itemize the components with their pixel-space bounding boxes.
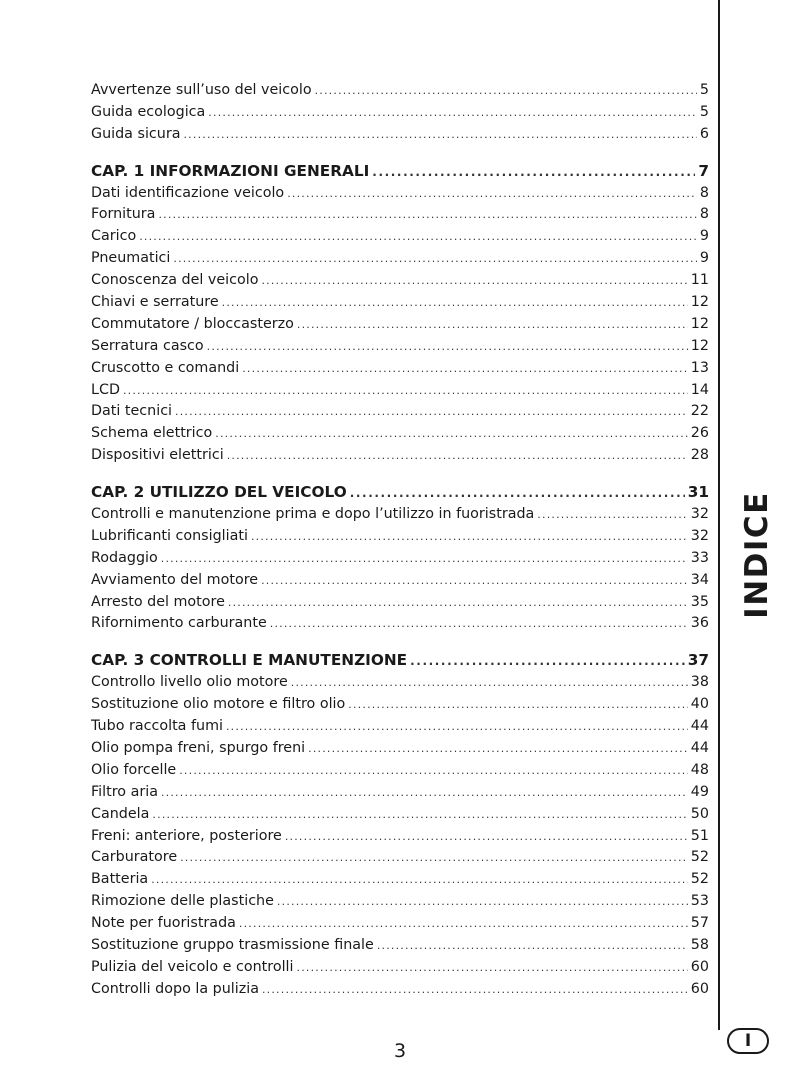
dot-leader <box>348 694 688 716</box>
entry-title: Avviamento del motore <box>91 571 259 588</box>
entry-page-number: 57 <box>690 915 709 932</box>
toc-entry <box>91 891 709 913</box>
entry-page-number: 52 <box>690 849 709 866</box>
entry-page-number: 22 <box>690 403 709 420</box>
entry-title: Note per fuoristrada <box>91 915 236 932</box>
entry-title: Fornitura <box>91 206 156 223</box>
toc-entry <box>91 847 709 869</box>
entry-title: Guida ecologica <box>91 103 206 120</box>
dot-leader <box>297 314 688 336</box>
dot-leader <box>207 336 688 358</box>
entry-title: Candela <box>91 805 150 822</box>
toc-entry <box>91 672 709 694</box>
toc-entry <box>91 336 709 358</box>
dot-leader <box>173 248 697 270</box>
dot-leader <box>350 483 685 505</box>
chapter-page-number: 31 <box>687 483 709 502</box>
entry-page-number: 34 <box>690 571 709 588</box>
entry-page-number: 12 <box>690 337 709 354</box>
entry-title: Controlli dopo la pulizia <box>91 980 259 997</box>
chapter-heading <box>91 650 709 672</box>
dot-leader <box>251 526 688 548</box>
chapter-title: CAP. 1 INFORMAZIONI GENERALI <box>91 161 370 180</box>
language-badge-letter: I <box>744 1031 752 1051</box>
entry-title: Controlli e manutenzione prima e dopo l’utilizzo in fuoristrada <box>91 506 535 523</box>
entry-page-number: 8 <box>699 206 709 223</box>
entry-page-number: 36 <box>690 615 709 632</box>
toc-entry <box>91 204 709 226</box>
page-number: 3 <box>393 1040 407 1062</box>
entry-title: Olio forcelle <box>91 761 177 778</box>
toc-entry <box>91 380 709 402</box>
toc-group <box>91 482 709 635</box>
entry-title: Batteria <box>91 871 149 888</box>
entry-title: Sostituzione olio motore e filtro olio <box>91 696 346 713</box>
toc-entry <box>91 124 709 146</box>
entry-page-number: 60 <box>690 958 709 975</box>
entry-title: Olio pompa freni, spurgo freni <box>91 739 306 756</box>
entry-page-number: 26 <box>690 425 709 442</box>
dot-leader <box>285 826 688 848</box>
entry-page-number: 8 <box>699 184 709 201</box>
dot-leader <box>183 124 696 146</box>
toc-entry <box>91 716 709 738</box>
toc-entry <box>91 270 709 292</box>
dot-leader <box>161 782 688 804</box>
chapter-page-number: 7 <box>698 161 709 180</box>
entry-title: Conoscenza del veicolo <box>91 272 259 289</box>
dot-leader <box>123 380 688 402</box>
toc-entry <box>91 804 709 826</box>
dot-leader <box>308 738 688 760</box>
entry-title: Rodaggio <box>91 549 158 566</box>
toc-entry <box>91 248 709 270</box>
chapter-heading <box>91 482 709 504</box>
entry-page-number: 5 <box>699 82 709 98</box>
entry-title: Chiavi e serrature <box>91 294 219 311</box>
dot-leader <box>208 102 697 124</box>
toc-entry <box>91 782 709 804</box>
toc-entry <box>91 738 709 760</box>
entry-title: Pneumatici <box>91 250 171 267</box>
entry-page-number: 49 <box>690 783 709 800</box>
dot-leader <box>287 183 697 205</box>
chapter-heading <box>91 161 709 183</box>
dot-leader <box>158 204 696 226</box>
chapter-title: CAP. 3 CONTROLLI E MANUTENZIONE <box>91 651 408 670</box>
dot-leader <box>215 423 688 445</box>
dot-leader <box>227 445 688 467</box>
entry-title: Carburatore <box>91 849 178 866</box>
dot-leader <box>270 613 688 635</box>
dot-leader <box>175 401 688 423</box>
entry-page-number: 53 <box>690 893 709 910</box>
entry-page-number: 38 <box>690 674 709 691</box>
entry-title: Schema elettrico <box>91 425 213 442</box>
dot-leader <box>410 651 685 673</box>
dot-leader <box>261 570 688 592</box>
dot-leader <box>228 592 688 614</box>
entry-page-number: 35 <box>690 593 709 610</box>
toc-entry <box>91 826 709 848</box>
toc-group <box>91 650 709 1000</box>
entry-page-number: 50 <box>690 805 709 822</box>
entry-title: Lubrificanti consigliati <box>91 527 248 544</box>
entry-title: Rifornimento carburante <box>91 615 267 632</box>
entry-page-number: 11 <box>690 272 709 289</box>
dot-leader <box>180 847 688 869</box>
entry-title: Avvertenze sull’uso del veicolo <box>91 82 312 98</box>
entry-title: Cruscotto e comandi <box>91 359 240 376</box>
toc-entry <box>91 445 709 467</box>
entry-page-number: 28 <box>690 447 709 464</box>
toc-entry <box>91 570 709 592</box>
entry-page-number: 60 <box>690 980 709 997</box>
entry-page-number: 12 <box>690 294 709 311</box>
toc-entry <box>91 102 709 124</box>
dot-leader <box>179 760 688 782</box>
dot-leader <box>239 913 688 935</box>
language-badge <box>727 1028 769 1054</box>
entry-title: Guida sicura <box>91 125 181 142</box>
entry-title: Dispositivi elettrici <box>91 447 224 464</box>
dot-leader <box>297 957 688 979</box>
dot-leader <box>277 891 688 913</box>
toc-entry <box>91 979 709 1001</box>
dot-leader <box>151 869 688 891</box>
dot-leader <box>139 226 697 248</box>
entry-page-number: 14 <box>690 381 709 398</box>
dot-leader <box>315 80 697 102</box>
entry-page-number: 40 <box>690 696 709 713</box>
entry-title: Tubo raccolta fumi <box>91 718 223 735</box>
entry-page-number: 32 <box>690 506 709 523</box>
entry-title: Dati tecnici <box>91 403 173 420</box>
toc-entry <box>91 526 709 548</box>
entry-page-number: 32 <box>690 527 709 544</box>
toc-group <box>91 80 709 146</box>
toc-entry <box>91 401 709 423</box>
toc-entry <box>91 760 709 782</box>
dot-leader <box>261 270 687 292</box>
entry-title: Carico <box>91 228 137 245</box>
toc-group <box>91 161 709 467</box>
entry-page-number: 9 <box>699 250 709 267</box>
toc-entry <box>91 935 709 957</box>
toc-entry <box>91 869 709 891</box>
toc-entry <box>91 314 709 336</box>
entry-title: Dati identificazione veicolo <box>91 184 285 201</box>
entry-page-number: 5 <box>699 103 709 120</box>
entry-page-number: 44 <box>690 739 709 756</box>
toc-entry <box>91 548 709 570</box>
dot-leader <box>161 548 688 570</box>
entry-title: Arresto del motore <box>91 593 225 610</box>
entry-page-number: 48 <box>690 761 709 778</box>
dot-leader <box>377 935 688 957</box>
entry-page-number: 58 <box>690 936 709 953</box>
entry-title: Freni: anteriore, posteriore <box>91 827 282 844</box>
dot-leader <box>262 979 688 1001</box>
toc-entry <box>91 183 709 205</box>
section-title-vertical: INDICE <box>739 491 775 619</box>
dot-leader <box>222 292 688 314</box>
dot-leader <box>226 716 688 738</box>
chapter-page-number: 37 <box>687 651 709 670</box>
entry-page-number: 9 <box>699 228 709 245</box>
entry-page-number: 44 <box>690 718 709 735</box>
dot-leader <box>372 162 695 184</box>
dot-leader <box>152 804 687 826</box>
toc-entry <box>91 423 709 445</box>
entry-page-number: 6 <box>699 125 709 142</box>
toc-entry <box>91 913 709 935</box>
toc-entry <box>91 957 709 979</box>
margin-rule <box>718 0 720 1030</box>
toc-entry <box>91 592 709 614</box>
entry-title: Rimozione delle plastiche <box>91 893 274 910</box>
toc-entry <box>91 292 709 314</box>
toc-entry <box>91 80 709 102</box>
dot-leader <box>537 504 688 526</box>
entry-title: Sostituzione gruppo trasmissione finale <box>91 936 374 953</box>
chapter-title: CAP. 2 UTILIZZO DEL VEICOLO <box>91 483 347 502</box>
entry-title: Controllo livello olio motore <box>91 674 288 691</box>
entry-title: Serratura casco <box>91 337 204 354</box>
entry-title: Commutatore / bloccasterzo <box>91 315 294 332</box>
entry-page-number: 52 <box>690 871 709 888</box>
entry-page-number: 51 <box>690 827 709 844</box>
entry-title: LCD <box>91 381 120 398</box>
toc-entry <box>91 613 709 635</box>
toc-entry <box>91 226 709 248</box>
toc-entry <box>91 358 709 380</box>
toc-entry <box>91 504 709 526</box>
entry-title: Pulizia del veicolo e controlli <box>91 958 294 975</box>
entry-page-number: 13 <box>690 359 709 376</box>
dot-leader <box>242 358 688 380</box>
table-of-contents <box>91 80 709 1016</box>
entry-page-number: 12 <box>690 315 709 332</box>
dot-leader <box>291 672 688 694</box>
entry-page-number: 33 <box>690 549 709 566</box>
toc-entry <box>91 694 709 716</box>
entry-title: Filtro aria <box>91 783 158 800</box>
